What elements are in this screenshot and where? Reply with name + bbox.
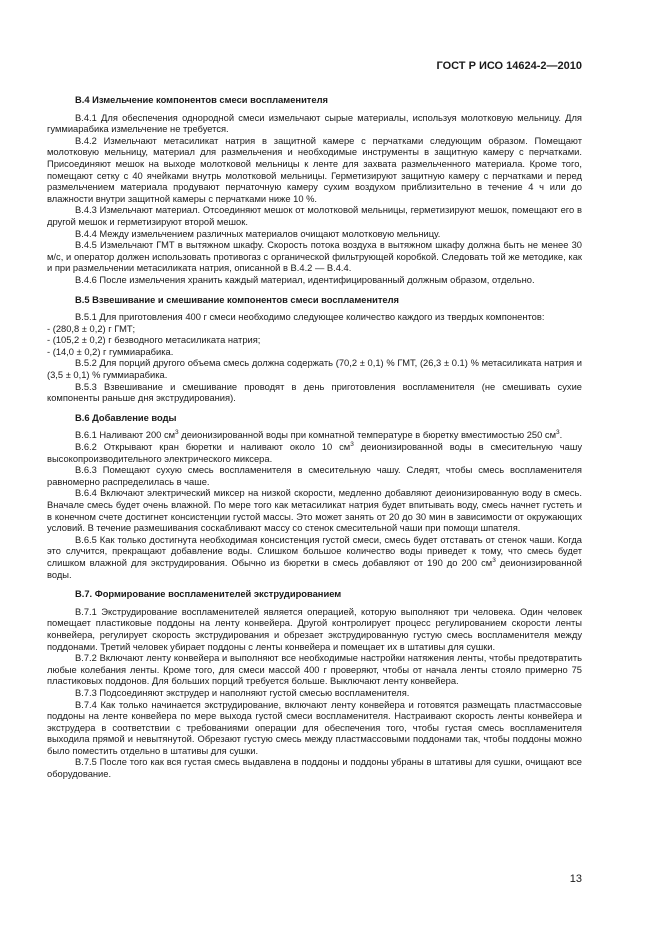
standard-header: ГОСТ Р ИСО 14624-2—2010 xyxy=(436,60,582,72)
superscript: 3 xyxy=(556,429,560,437)
paragraph: В.7.4 Как только начинается экструдирование, включают ленту конвейера и готовятся размещать пластмассовые поддоны на ленте конвейера по мере выхода густой смеси воспламенителя. Настраивают скорость ленты конвейера и экструдера в соответствии с требованиями операции для обеспечения того, чтобы густая смесь воспламенителя выходила прямой и невытянутой. Обрезают густую смесь между пластмассовыми поддонами так, чтобы поддоны можно было поместить отдельно в штативы для сушки. xyxy=(47,699,582,756)
paragraph: В.4.5 Измельчают ГМТ в вытяжном шкафу. Скорость потока воздуха в вытяжном шкафу должна быть не менее 30 м/с, и оператор должен использовать противогаз с органической фильтрующей коробкой. Следовать той же методике, как и при размельчении метасиликата натрия, описанной в В.4.2 — В.4.4. xyxy=(47,240,582,274)
paragraph: В.7.3 Подсоединяют экструдер и наполняют густой смесью воспламенителя. xyxy=(75,687,410,698)
paragraph: В.5.3 Взвешивание и смешивание проводят в день приготовления воспламенителя (не смешивать сухие компоненты раньше дня экструдирования). xyxy=(47,381,582,404)
section-heading-b6: В.6 Добавление воды xyxy=(75,412,177,423)
paragraph xyxy=(47,535,582,581)
paragraph xyxy=(47,430,582,442)
paragraph: В.6.4 Включают электрический миксер на низкой скорости, медленно добавляют деионизированную воду в смесь. Вначале смесь будет очень влажной. По мере того как метасиликат натрия будет впитывать воду, смесь начнет густеть и в конечном счете достигнет консистенции густой массы. Это может занять от 20 до 30 мин в зависимости от окружающих условий. В течение размешивания соскабливают массу со стенок смесительной чаши при помощи шпателя. xyxy=(47,488,582,534)
text: деионизированной воды. xyxy=(47,557,582,580)
paragraph: В.7.5 После того как вся густая смесь выдавлена в поддоны и поддоны убраны в штативы для сушки, очищают все оборудование. xyxy=(47,757,582,780)
text: . xyxy=(559,430,563,441)
paragraph: В.6.3 Помещают сухую смесь воспламенителя в смесительную чашу. Следят, чтобы смесь воспламенителя равномерно распределилась в чаше. xyxy=(47,465,582,487)
paragraph: В.5.1 Для приготовления 400 г смеси необходимо следующее количество каждого из твердых компонентов: xyxy=(75,312,545,323)
paragraph: В.7.2 Включают ленту конвейера и выполняют все необходимые настройки натяжения ленты, чтобы предотвратить любые колебания ленты. Кроме того, для смеси массой 400 г проверяют, чтобы от начала ленты стояло примерно 75 пластиковых поддонов. Для больших порций требуется больше. Выключают ленту конвейера. xyxy=(47,653,582,687)
text: деионизированной воды при комнатной температуре в бюретку вместимостью 250 см xyxy=(178,430,556,441)
page-number: 13 xyxy=(569,873,582,885)
superscript: 3 xyxy=(492,556,496,564)
superscript: 3 xyxy=(350,440,354,448)
paragraph: В.4.2 Измельчают метасиликат натрия в защитной камере с перчатками следующим образом. Помещают молотковую мельницу, материал для размельчения и необходимые инструменты в защитную камеру с перчатками. Присоединяют мешок на выходе молотковой мельницы к ленте для захвата размельченного материала. Кроме того, помещают сетку с 40 ячейками внутрь молотковой мельницы. Герметизируют защитную камеру с перчатками и перед размельчением материала продувают перчаточную камеру сухим воздухом приблизительно в течение 4 ч или до влажности внутри защитной камеры с перчатками ниже 10 %. xyxy=(47,135,582,204)
list-item: - (105,2 ± 0,2) г безводного метасиликата натрия; xyxy=(47,335,261,346)
paragraph: В.4.3 Измельчают материал. Отсоединяют мешок от молотковой мельницы, герметизируют мешок, помещают его в другой мешок и герметизируют второй мешок. xyxy=(47,205,582,227)
text: В.6.5 Как только достигнута необходимая консистенция густой смеси, смесь будет отставать от стенок чаши. Когда это случится, прекращают добавление воды. Слишком большое количество воды приведет к тому, что смесь будет слишком влажной для экструдирования. Обычно из бюретки в смесь добавляют от 190 до 200 см xyxy=(47,534,582,568)
section-heading-b4: В.4 Измельчение компонентов смеси воспламенителя xyxy=(75,95,328,105)
list-item: - (14,0 ± 0,2) г гуммиарабика. xyxy=(47,346,174,357)
text: В.6.2 Открывают кран бюретки и наливают около 10 см xyxy=(75,442,351,453)
paragraph xyxy=(47,442,582,465)
paragraph: В.4.4 Между измельчением различных материалов очищают молотковую мельницу. xyxy=(75,228,441,239)
text: В.6.1 Наливают 200 см xyxy=(75,430,176,441)
paragraph: В.4.6 После измельчения хранить каждый материал, идентифицированный должным образом, отдельно. xyxy=(75,274,535,285)
list-item: - (280,8 ± 0,2) г ГМТ; xyxy=(47,323,136,334)
paragraph: В.7.1 Экструдирование воспламенителей является операцией, которую выполняют три человека. Один человек помещает пластиковые поддоны на ленту конвейера. Другой контролирует процесс регулированием скорости ленты конвейера, регулирует скорость экструдирования и обрезает экструдированную густую смесь воспламенителя между поддонами. Третий человек убирает поддоны с ленты конвейера и помещает их в штативы для сушки. xyxy=(47,606,582,652)
document-body xyxy=(47,95,582,781)
section-heading-b7: В.7. Формирование воспламенителей экструдированием xyxy=(75,589,342,600)
section-heading-b5: В.5 Взвешивание и смешивание компонентов смеси воспламенителя xyxy=(75,294,399,305)
paragraph: В.4.1 Для обеспечения однородной смеси измельчают сырые материалы, используя молотковую мельницу. Для гуммиарабика измельчение не требуется. xyxy=(47,112,582,135)
paragraph: В.5.2 Для порций другого объема смесь должна содержать (70,2 ± 0,1) % ГМТ, (26,3 ± 0.1) % метасиликата натрия и (3,5 ± 0,1) % гуммиарабика. xyxy=(47,358,582,381)
text: деионизированной воды в смесительную чашу высокопроизводительного электрического миксера. xyxy=(47,442,582,464)
superscript: 3 xyxy=(175,429,179,437)
